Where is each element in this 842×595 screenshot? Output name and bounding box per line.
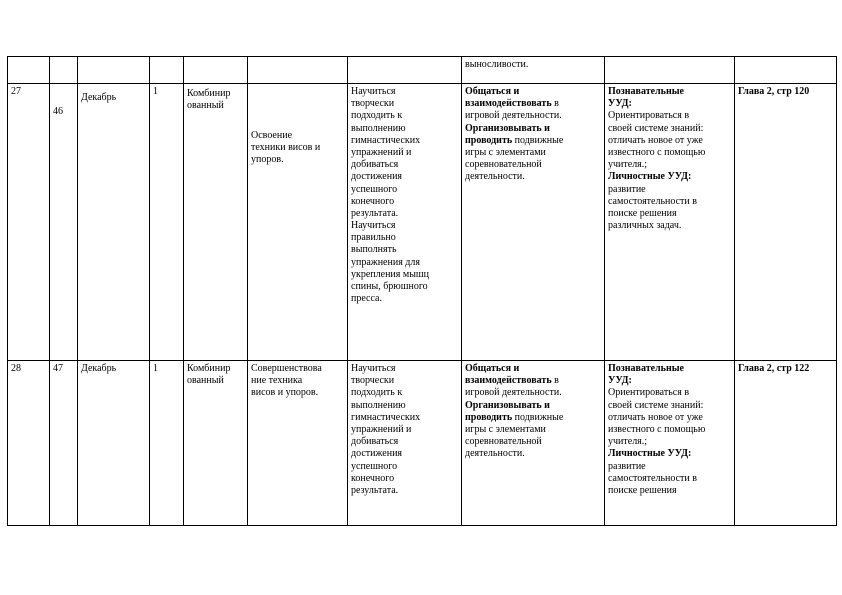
- cell-empty: [348, 57, 462, 84]
- skills-text-2: подвижные игры с элементами соревновательной деятельности.: [465, 411, 564, 460]
- reference-cell: Глава 2, стр 120: [735, 84, 837, 361]
- uud-text-cognitive: Ориентироваться в своей системе знаний: отличать новое от уже известного с помощью учителя.;: [608, 387, 706, 448]
- cell-empty: [605, 57, 735, 84]
- cell-continuation-text: [462, 57, 605, 84]
- uud-text-personal: развитие самостоятельности в поиске решения различных задач.: [608, 183, 698, 232]
- uud-cell: [605, 84, 735, 361]
- row-number: 27: [8, 84, 50, 361]
- hours-cell: 1: [150, 84, 184, 361]
- month-text: Декабрь: [81, 92, 117, 103]
- uud-text-cognitive: Ориентироваться в своей системе знаний: отличать новое от уже известного с помощью учителя.;: [608, 110, 706, 171]
- uud-heading-cognitive: Познавательные УУД:: [608, 363, 684, 387]
- cell-empty: [78, 57, 150, 84]
- lesson-number-text: 46: [53, 106, 63, 117]
- cell-empty: [8, 57, 50, 84]
- skills-heading-2: Организовывать и проводить: [465, 399, 550, 423]
- uud-heading-cognitive: Познавательные УУД:: [608, 86, 684, 110]
- lesson-plan-table: [7, 56, 837, 526]
- cell-empty: [735, 57, 837, 84]
- skills-text-1: в игровой деятельности.: [465, 375, 562, 399]
- cell-empty: [248, 57, 348, 84]
- cell-empty: [50, 57, 78, 84]
- skills-text-2: подвижные игры с элементами соревновательной деятельности.: [465, 134, 564, 183]
- hours-cell: 1: [150, 361, 184, 526]
- month-cell: [78, 84, 150, 361]
- goals-cell: Научиться творчески подходить к выполнению гимнастических упражнений и добиваться достижения успешного конечного результата. Научиться правильно выполнять упражнения для укрепления мышц спины, брюшного пресса.: [348, 84, 462, 361]
- skills-heading-1: Общаться и взаимодействовать: [465, 363, 552, 387]
- topic-cell: [248, 84, 348, 361]
- topic-cell: Совершенствова ние техника висов и упоров.: [248, 361, 348, 526]
- goals-cell: Научиться творчески подходить к выполнению гимнастических упражнений и добиваться достижения успешного конечного результата.: [348, 361, 462, 526]
- continuation-fragment: выносливости.: [465, 59, 529, 70]
- lesson-number: 47: [50, 361, 78, 526]
- skills-cell: [462, 361, 605, 526]
- cell-empty: [184, 57, 248, 84]
- lesson-type-cell: Комбинир ованный: [184, 361, 248, 526]
- uud-heading-personal: Личностные УУД:: [608, 448, 692, 460]
- skills-cell: [462, 84, 605, 361]
- reference-cell: Глава 2, стр 122: [735, 361, 837, 526]
- uud-heading-personal: Личностные УУД:: [608, 171, 692, 183]
- table-row-continuation: [8, 57, 837, 84]
- month-cell: Декабрь: [78, 361, 150, 526]
- table-row: [8, 84, 837, 361]
- uud-cell: [605, 361, 735, 526]
- topic-text: Освоение техники висов и упоров.: [251, 130, 321, 166]
- row-number: 28: [8, 361, 50, 526]
- lesson-type-cell: [184, 84, 248, 361]
- uud-text-personal: развитие самостоятельности в поиске решения: [608, 460, 698, 496]
- lesson-number: [50, 84, 78, 361]
- cell-empty: [150, 57, 184, 84]
- lesson-type-text: Комбинир ованный: [187, 88, 231, 112]
- skills-heading-2: Организовывать и проводить: [465, 122, 550, 146]
- table-row: [8, 361, 837, 526]
- skills-text-1: в игровой деятельности.: [465, 98, 562, 122]
- skills-heading-1: Общаться и взаимодействовать: [465, 86, 552, 110]
